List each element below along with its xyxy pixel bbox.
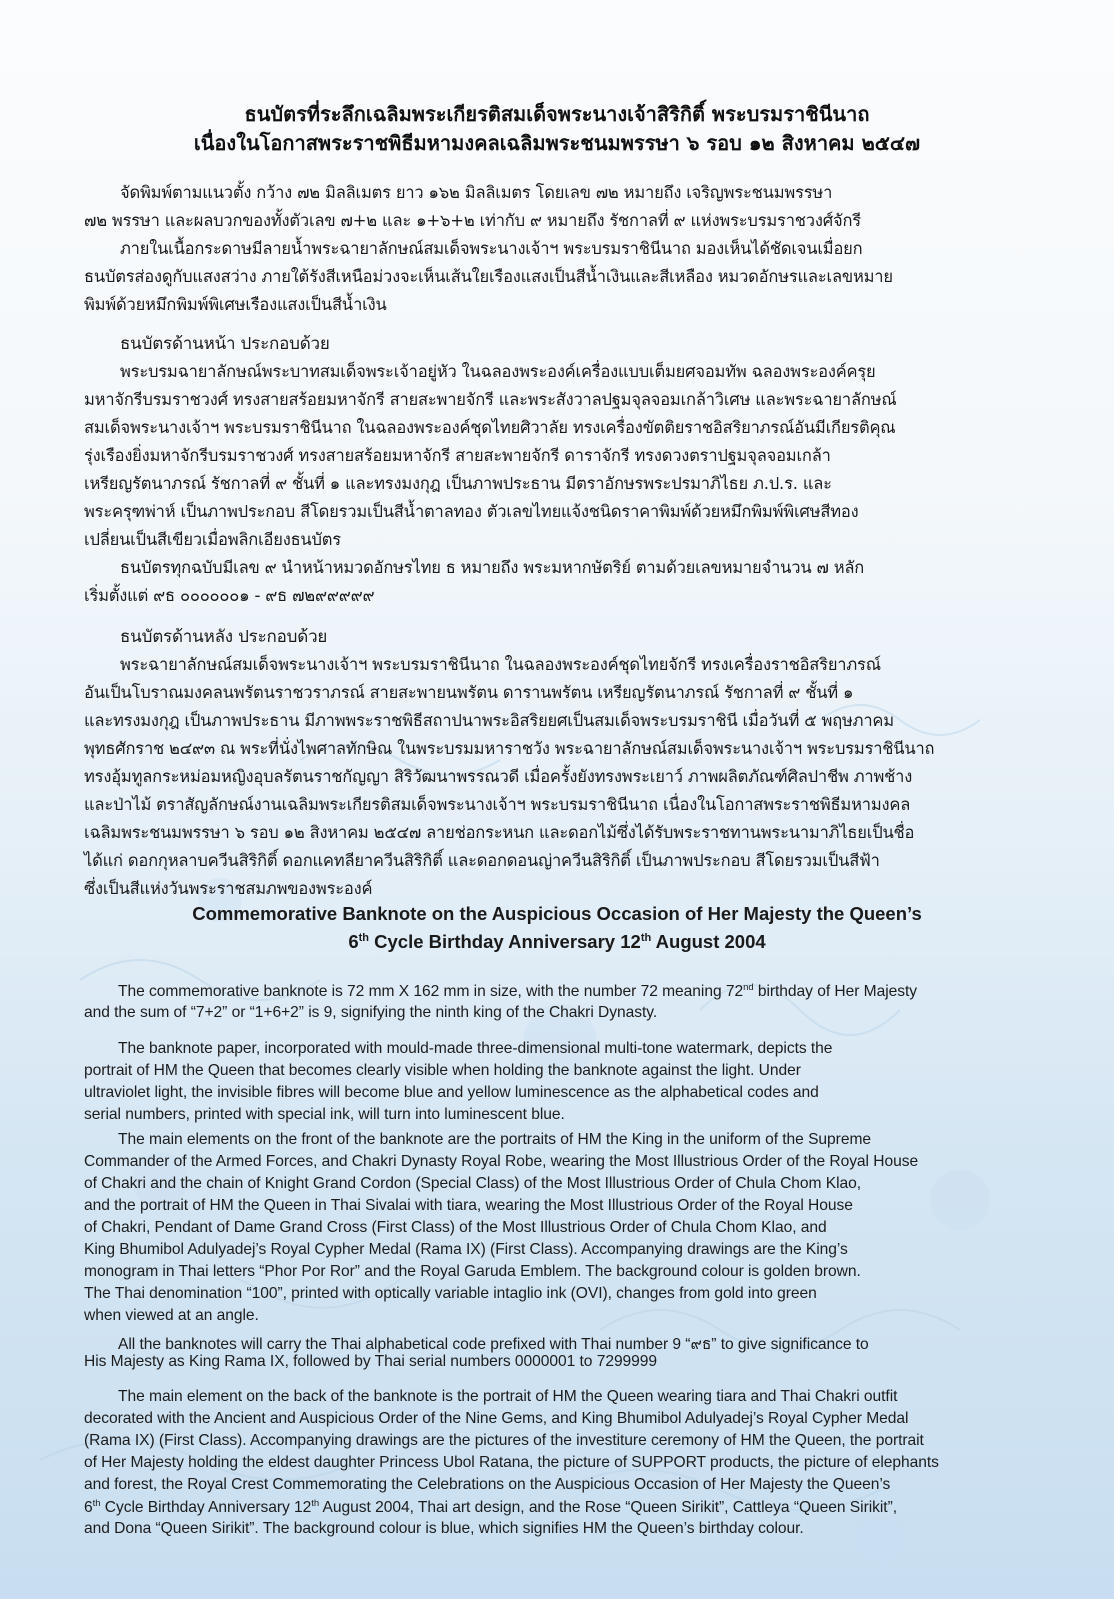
english-p2-line: serial numbers, printed with special ink, will turn into luminescent blue.	[84, 1106, 565, 1123]
english-p5-line: The main element on the back of the banknote is the portrait of HM the Queen wearing tiara and Thai Chakri outfit	[118, 1388, 898, 1405]
thai-intro-line: พิมพ์ด้วยหมึกพิมพ์พิเศษเรืองแสงเป็นสีน้ำเงิน	[84, 295, 387, 314]
thai-front-line: สมเด็จพระนางเจ้าฯ พระบรมราชินีนาถ ในฉลองพระองค์ชุดไทยศิวาลัย ทรงเครื่องขัตติยราชอิสริยาภรณ์อันมีเกียรติคุณ	[84, 418, 896, 437]
thai-front-line: ธนบัตรทุกฉบับมีเลข ๙ นำหน้าหมวดอักษรไทย ธ หมายถึง พระมหากษัตริย์ ตามด้วยเลขหมายจำนวน ๗ หลัก	[120, 558, 865, 577]
thai-front-line: รุ่งเรืองยิ่งมหาจักรีบรมราชวงศ์ ทรงสายสร้อยมหาจักรี สายสะพายจักรี ดาราจักรี ทรงดวงตราปฐมจุลจอมเกล้า	[84, 446, 831, 465]
thai-intro-line: ภายในเนื้อกระดาษมีลายน้ำพระฉายาลักษณ์สมเด็จพระนางเจ้าฯ พระบรมราชินีนาถ มองเห็นได้ชัดเจนเมื่อยก	[120, 239, 863, 258]
thai-back-line: อันเป็นโบราณมงคลนพรัตนราชวราภรณ์ สายสะพายนพรัตน ดารานพรัตน เหรียญรัตนาภรณ์ รัชกาลที่ ๙ ชั้นที่ ๑	[84, 683, 854, 702]
english-p2-line: The banknote paper, incorporated with mould-made three-dimensional multi-tone watermark, depicts the	[118, 1040, 833, 1057]
thai-front-line: มหาจักรีบรมราชวงศ์ ทรงสายสร้อยมหาจักรี สายสะพายจักรี และพระสังวาลปฐมจุลจอมเกล้าวิเศษ และพระฉายาลักษณ์	[84, 390, 897, 409]
thai-front-line: เหรียญรัตนาภรณ์ รัชกาลที่ ๙ ชั้นที่ ๑ และทรงมงกุฎ เป็นภาพประธาน มีตราอักษรพระปรมาภิไธย ภ.ป.ร. และ	[84, 474, 832, 493]
english-p5-line: and Dona “Queen Sirikit”. The background colour is blue, which signifies HM the Queen’s birthday colour.	[84, 1520, 804, 1537]
english-p3-line: The Thai denomination “100”, printed with optically variable intaglio ink (OVI), changes from gold into green	[84, 1285, 817, 1302]
english-p2-line: ultraviolet light, the invisible fibres will become blue and yellow luminescence as the alphabetical codes and	[84, 1084, 819, 1101]
english-p3-line: when viewed at an angle.	[84, 1307, 259, 1324]
thai-title-line-1: ธนบัตรที่ระลึกเฉลิมพระเกียรติสมเด็จพระนางเจ้าสิริกิติ์ พระบรมราชินีนาถ	[244, 102, 870, 126]
thai-back-line: ทรงอุ้มทูลกระหม่อมหญิงอุบลรัตนราชกัญญา สิริวัฒนาพรรณวดี เมื่อครั้งยังทรงพระเยาว์ ภาพผลิตภัณฑ์ศิลปาชีพ ภาพช้าง	[84, 767, 913, 786]
english-p3-line: King Bhumibol Adulyadej’s Royal Cypher Medal (Rama IX) (First Class). Accompanying drawings are the King’s	[84, 1241, 848, 1258]
english-p4-line: His Majesty as King Rama IX, followed by Thai serial numbers 0000001 to 7299999	[84, 1353, 658, 1370]
english-title-line-2: 6th Cycle Birthday Anniversary 12th August 2004	[348, 931, 766, 952]
thai-back-line: และป่าไม้ ตราสัญลักษณ์งานเฉลิมพระเกียรติสมเด็จพระนางเจ้าฯ พระบรมราชินีนาถ เนื่องในโอกาสพระราชพิธีมหามงคล	[84, 795, 911, 814]
thai-back-line: ซึ่งเป็นสีแห่งวันพระราชสมภพของพระองค์	[84, 879, 373, 898]
english-p1-line: and the sum of “7+2” or “1+6+2” is 9, signifying the ninth king of the Chakri Dynasty.	[84, 1004, 658, 1021]
english-p5-line: decorated with the Ancient and Auspicious Order of the Nine Gems, and King Bhumibol Adulyadej’s Royal Cypher Medal	[84, 1410, 909, 1427]
thai-intro-line: จัดพิมพ์ตามแนวตั้ง กว้าง ๗๒ มิลลิเมตร ยาว ๑๖๒ มิลลิเมตร โดยเลข ๗๒ หมายถึง เจริญพระชนมพรรษา	[120, 183, 833, 202]
english-p4-line: All the banknotes will carry the Thai alphabetical code prefixed with Thai number 9 “๙ธ” to give significance to	[118, 1336, 869, 1353]
thai-front-line: เปลี่ยนเป็นสีเขียวเมื่อพลิกเอียงธนบัตร	[84, 530, 341, 549]
english-p5-line: (Rama IX) (First Class). Accompanying drawings are the pictures of the investiture ceremony of HM the Queen, the portrait	[84, 1432, 924, 1449]
thai-intro-line: ธนบัตรส่องดูกับแสงสว่าง ภายใต้รังสีเหนือม่วงจะเห็นเส้นใยเรืองแสงเป็นสีน้ำเงินและสีเหลือง หมวดอักษรและเลขหมาย	[84, 267, 893, 286]
thai-back-line: เฉลิมพระชนมพรรษา ๖ รอบ ๑๒ สิงหาคม ๒๕๔๗ ลายช่อกระหนก และดอกไม้ซึ่งได้รับพระราชทานพระนามาภิไธยเป็นชื่อ	[84, 823, 915, 842]
english-p1-line: The commemorative banknote is 72 mm X 162 mm in size, with the number 72 meaning 72nd birthday of Her Majesty	[118, 982, 918, 1001]
english-p3-line: Commander of the Armed Forces, and Chakri Dynasty Royal Robe, wearing the Most Illustrious Order of the Royal House	[84, 1153, 919, 1170]
thai-back-line: ได้แก่ ดอกกุหลาบควีนสิริกิติ์ ดอกแคทลียาควีนสิริกิติ์ และดอกดอนญ่าควีนสิริกิติ์ เป็นภาพประกอบ สีโดยรวมเป็นสีฟ้า	[84, 851, 880, 870]
english-p5-line: of Her Majesty holding the eldest daughter Princess Ubol Ratana, the picture of SUPPORT products, the picture of elephants	[84, 1454, 939, 1471]
english-title-line-1: Commemorative Banknote on the Auspicious Occasion of Her Majesty the Queen’s	[192, 903, 922, 924]
thai-back-line: พระฉายาลักษณ์สมเด็จพระนางเจ้าฯ พระบรมราชินีนาถ ในฉลองพระองค์ชุดไทยจักรี ทรงเครื่องราชอิสริยาภรณ์	[120, 655, 881, 674]
thai-back-line: พุทธศักราช ๒๔๙๓ ณ พระที่นั่งไพศาลทักษิณ ในพระบรมมหาราชวัง พระฉายาลักษณ์สมเด็จพระนางเจ้าฯ พระบรมราชินีนาถ	[84, 739, 935, 758]
english-p3-line: and the portrait of HM the Queen in Thai Sivalai with tiara, wearing the Most Illustrious Order of the Royal House	[84, 1197, 853, 1214]
english-p3-line: monogram in Thai letters “Phor Por Ror” and the Royal Garuda Emblem. The background colour is golden brown.	[84, 1263, 861, 1280]
english-p5-line: and forest, the Royal Crest Commemorating the Celebrations on the Auspicious Occasion of Her Majesty the Queen’s	[84, 1476, 891, 1493]
thai-front-line: พระบรมฉายาลักษณ์พระบาทสมเด็จพระเจ้าอยู่หัว ในฉลองพระองค์เครื่องแบบเต็มยศจอมทัพ ฉลองพระองค์ครุย	[120, 362, 876, 381]
english-p3-line: The main elements on the front of the banknote are the portraits of HM the King in the uniform of the Supreme	[118, 1131, 872, 1148]
thai-back-line: และทรงมงกุฎ เป็นภาพประธาน มีภาพพระราชพิธีสถาปนาพระอิสริยยศเป็นสมเด็จพระบรมราชินี เมื่อวันที่ ๕ พฤษภาคม	[84, 711, 894, 730]
english-p5-line: 6th Cycle Birthday Anniversary 12th August 2004, Thai art design, and the Rose “Queen Sirikit”, Cattleya “Queen Sirikit”,	[84, 1498, 898, 1517]
english-p3-line: of Chakri, Pendant of Dame Grand Cross (First Class) of the Most Illustrious Order of Chula Chom Klao, and	[84, 1219, 827, 1236]
thai-title-line-2: เนื่องในโอกาสพระราชพิธีมหามงคลเฉลิมพระชนมพรรษา ๖ รอบ ๑๒ สิงหาคม ๒๕๔๗	[193, 131, 921, 155]
english-p3-line: of Chakri and the chain of Knight Grand Cordon (Special Class) of the Most Illustrious Order of Chula Chom Klao,	[84, 1175, 862, 1192]
thai-intro-line: ๗๒ พรรษา และผลบวกของทั้งตัวเลข ๗+๒ และ ๑+๖+๒ เท่ากับ ๙ หมายถึง รัชกาลที่ ๙ แห่งพระบรมราชวงศ์จักรี	[84, 211, 861, 230]
thai-front-line: เริ่มตั้งแต่ ๙ธ ๐๐๐๐๐๐๑ - ๙ธ ๗๒๙๙๙๙๙	[84, 586, 375, 605]
thai-front-heading: ธนบัตรด้านหน้า ประกอบด้วย	[120, 334, 330, 354]
thai-back-heading: ธนบัตรด้านหลัง ประกอบด้วย	[120, 627, 328, 647]
english-p2-line: portrait of HM the Queen that becomes clearly visible when holding the banknote against the light. Under	[84, 1062, 801, 1079]
thai-front-line: พระครุฑพ่าห์ เป็นภาพประกอบ สีโดยรวมเป็นสีน้ำตาลทอง ตัวเลขไทยแจ้งชนิดราคาพิมพ์ด้วยหมึกพิมพ์พิเศษสีทอง	[84, 502, 859, 521]
